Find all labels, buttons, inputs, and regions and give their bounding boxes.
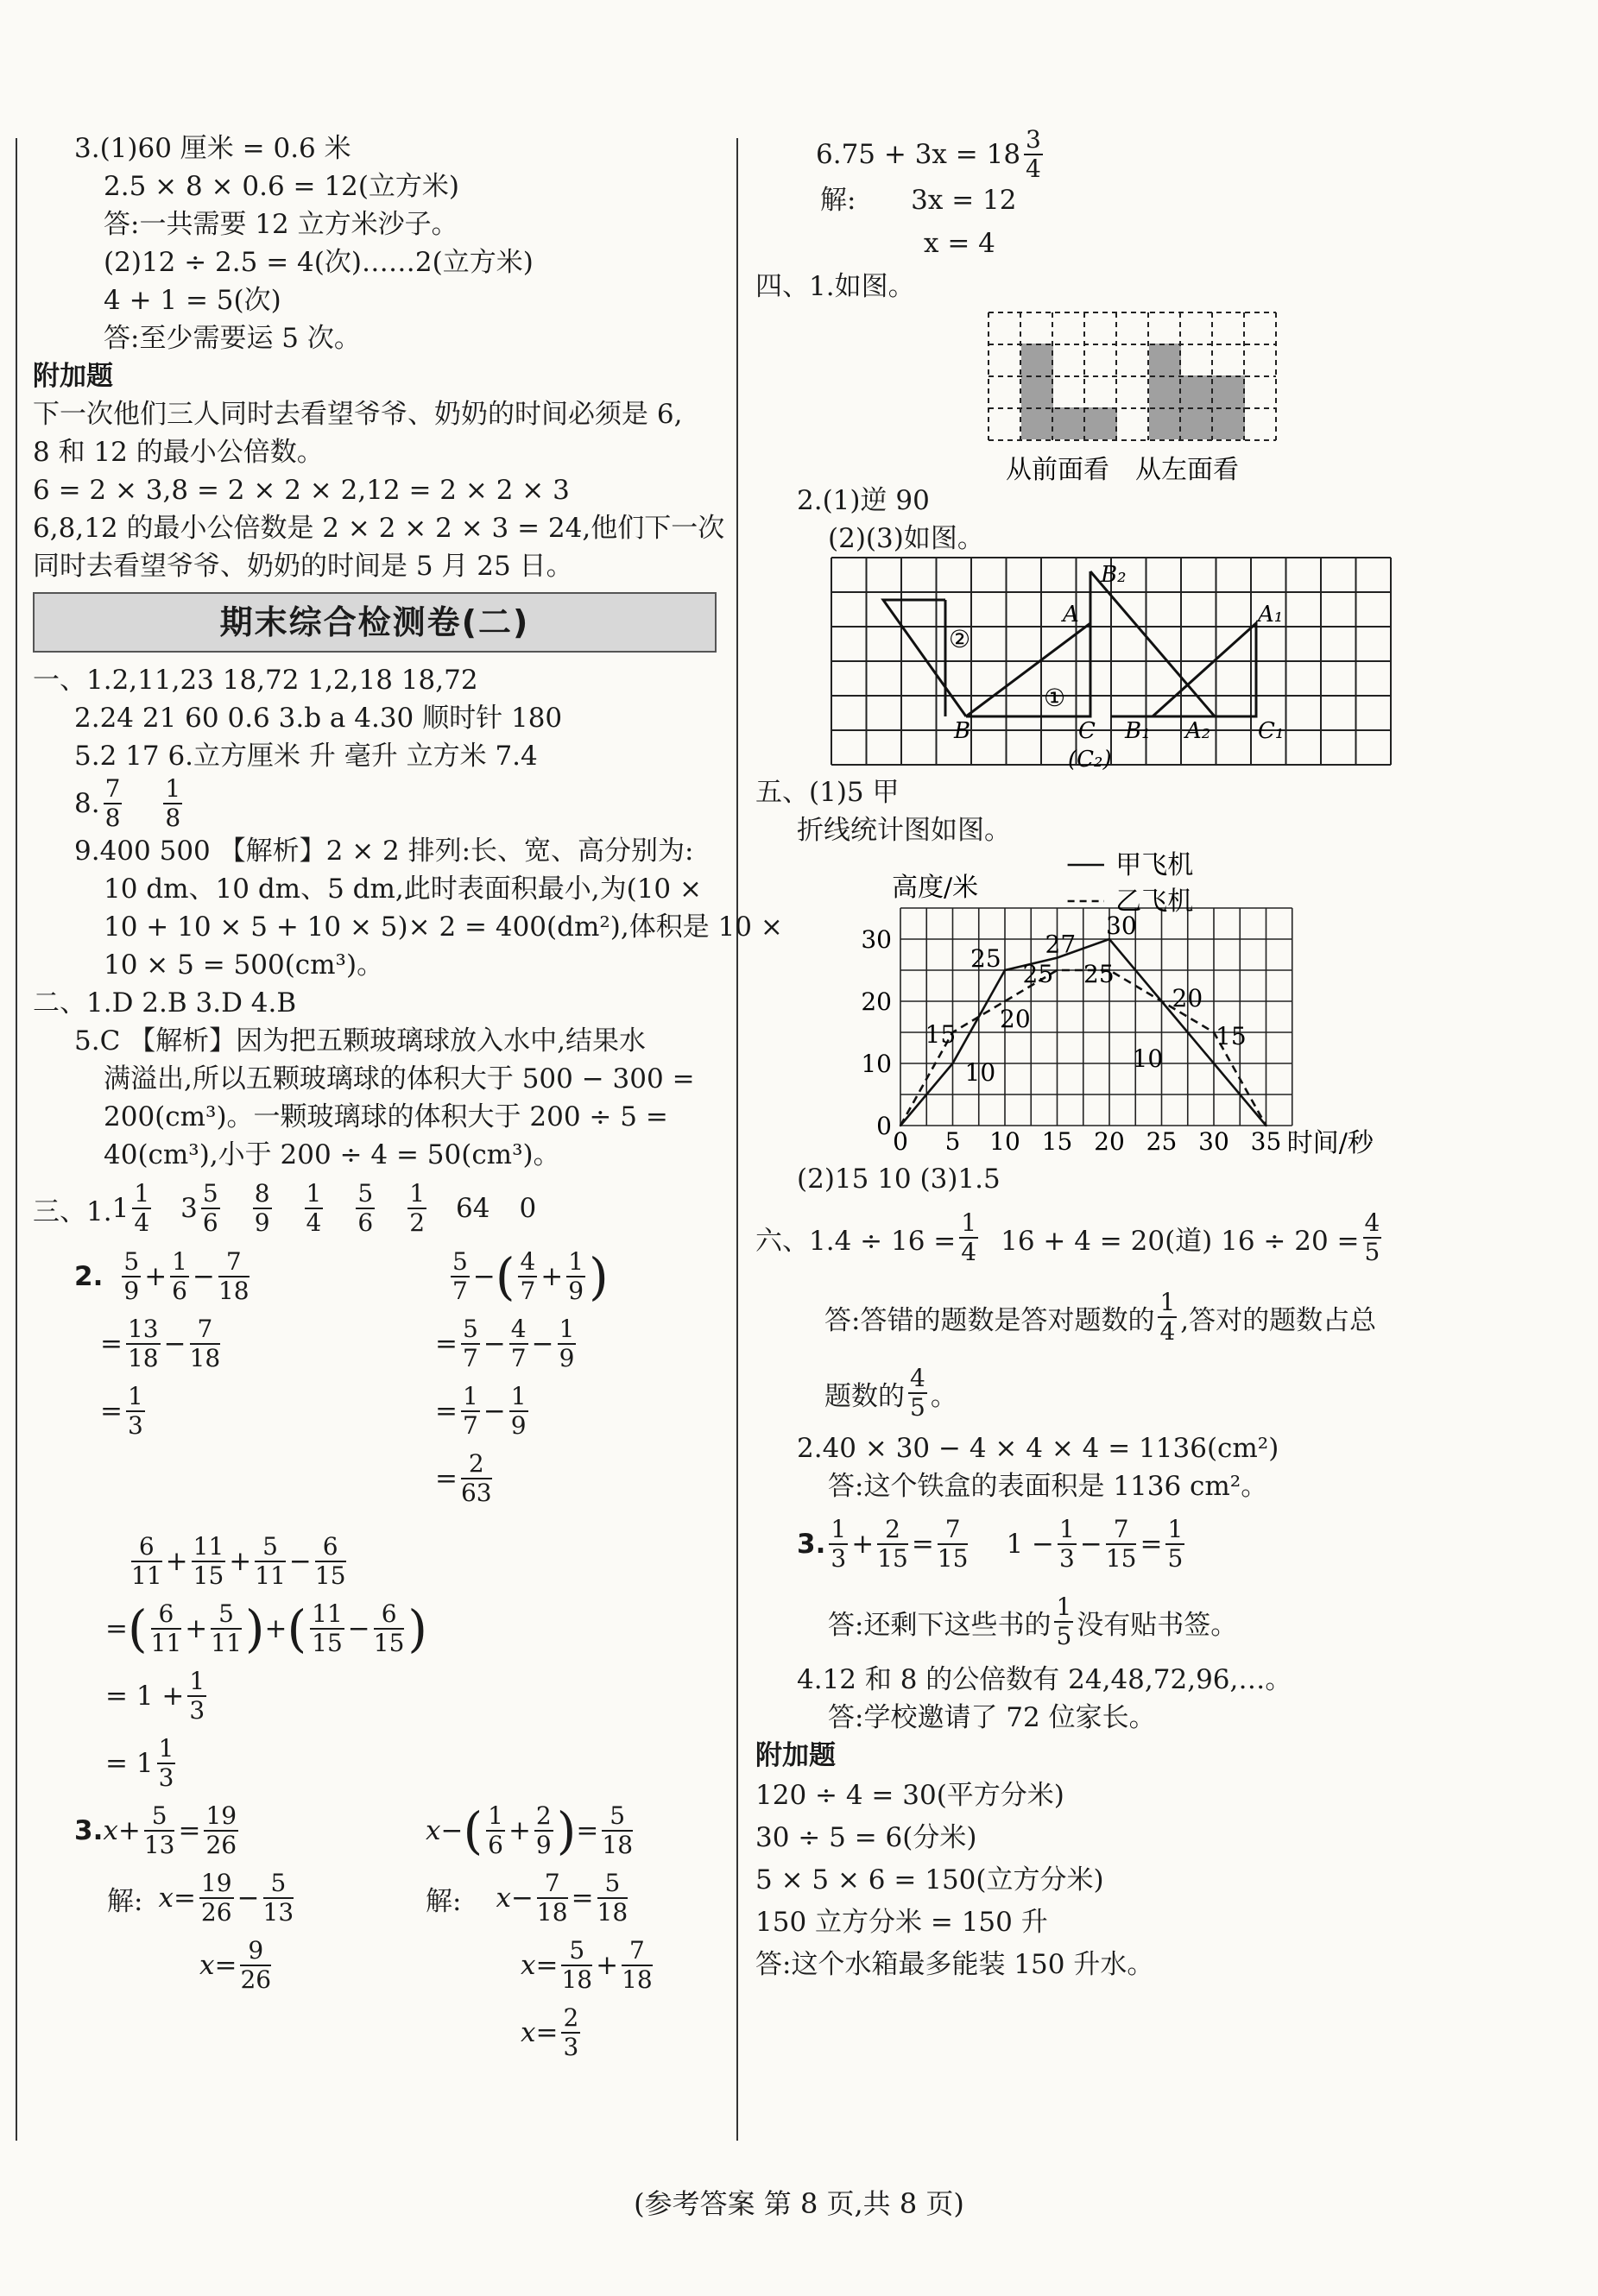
p6-q1a: 六、1.4 ÷ 16 = [755, 1225, 957, 1257]
p3-q2-label: 2. [74, 1261, 104, 1292]
q3-line5: 4 + 1 = 5(次) [104, 285, 281, 316]
p3-answers-row: 三、1. 1 $\frac{1}{4}$ 3 $\frac{5}{6}$ $\frac{8}{9}$ $\frac{1}{4}$ $\frac{5}{6}$ $\frac{1}{2}$ 64 0 [33, 1179, 537, 1237]
p6-ans1-row: 答:答错的题数是答对题数的 $\frac{1}{4}$ ,答对的题数占总 [824, 1288, 1377, 1346]
label-c: C [1078, 718, 1096, 744]
label-a2: A₂ [1185, 718, 1211, 744]
p5-line1: 五、(1)5 甲 [755, 777, 900, 808]
chart-point [1004, 1000, 1006, 1002]
p6-q4: 4.12 和 8 的公倍数有 24,48,72,96,…。 [797, 1664, 1292, 1695]
jie-label: 解: [426, 1885, 462, 1917]
p6-ans3a: 答:还剩下这些书的 [828, 1609, 1052, 1641]
chart-point [1213, 1063, 1215, 1064]
shape-1-line [966, 623, 1090, 716]
p6-q2: 2.40 × 30 − 4 × 4 × 4 = 1136(cm²) [797, 1433, 1279, 1464]
chart-data-label: 20 [1000, 1005, 1031, 1033]
label-1: ① [1044, 684, 1066, 712]
chart-xtick: 30 [1198, 1127, 1229, 1156]
chart-data-label: 15 [1216, 1022, 1247, 1050]
chart-xtick: 0 [893, 1127, 908, 1156]
chart-xtick: 25 [1146, 1127, 1178, 1156]
p6-q3-row: 3. $\frac{1}{3}$ + $\frac{2}{15}$ = $\frac{7}{15}$ 1 − $\frac{1}{3}$ − $\frac{7}{15}$ = $\frac{1}{5}$ [797, 1515, 1184, 1573]
label-2: ② [949, 625, 971, 653]
q8-fraction-1: $\frac{7}{8}$ [104, 774, 121, 832]
shape-2-line [883, 600, 966, 716]
q9-line2: 10 dm、10 dm、5 dm,此时表面积最小,为(10 × [104, 874, 702, 905]
p6-ans1c-row: 题数的 $\frac{4}{5}$ 。 [824, 1364, 957, 1422]
p5-line3: (2)15 10 (3)1.5 [797, 1164, 1001, 1195]
chart-data-label: 27 [1045, 930, 1077, 959]
chart-ytick: 0 [876, 1112, 892, 1140]
jie-label: 解: [820, 185, 856, 216]
line-chart [755, 849, 1567, 1160]
label-b2: B₂ [1101, 562, 1127, 588]
q9-line1: 9.400 500 【解析】2 × 2 排列:长、宽、高分别为: [74, 836, 694, 867]
p6-ans1c: 题数的 [824, 1380, 905, 1412]
p2-line1: 二、1.D 2.B 3.D 4.B [33, 987, 297, 1019]
eq1-row [755, 121, 1567, 188]
line-chart-svg [755, 849, 1567, 1160]
p3-q2-right: $\frac{5}{7}$ − ( $\frac{4}{7}$ + $\frac{1}{9}$ ) = $\frac{5}{7}$ − $\frac{4}{7}$ − $\frac{1}{9}$ = $\frac{1}{7}$ − $\frac{1}{9}$ = $\frac{2}{63}$ [435, 1247, 609, 1507]
chart-xtick: 5 [944, 1127, 961, 1156]
eq2-row [755, 181, 1567, 219]
chart-point [1160, 1000, 1162, 1002]
chart-data-label: 15 [925, 1020, 957, 1049]
p3-answer-0: 0 [519, 1193, 537, 1224]
p2-line2: 5.C 【解析】因为把五颗玻璃球放入水中,结果水 [74, 1025, 647, 1057]
chart-data-label: 25 [1022, 960, 1054, 988]
q9-line4: 10 × 5 = 500(cm³)。 [104, 949, 384, 981]
chart-data-label: 10 [1132, 1044, 1164, 1073]
chart-xtick: 15 [1041, 1127, 1073, 1156]
chart-point [1265, 1125, 1266, 1126]
p1-line3: 5.2 17 6.立方厘米 升 毫升 立方米 7.4 [74, 741, 538, 772]
views-svg [755, 306, 1567, 485]
chart-point [951, 1063, 953, 1064]
p6-ans2: 答:这个铁盒的表面积是 1136 cm²。 [828, 1471, 1268, 1502]
column-divider [736, 138, 738, 2141]
p3-answer: 1 [111, 1193, 129, 1224]
label-b1: B₁ [1125, 718, 1151, 744]
jie-label: 解: [107, 1885, 143, 1917]
right-column [755, 125, 1567, 1986]
p4-line3: (2)(3)如图。 [828, 523, 984, 554]
right-extra-line: 120 ÷ 4 = 30(平方分米) [755, 1780, 1064, 1811]
eq3: x = 4 [924, 228, 995, 259]
views-figure [755, 306, 1567, 485]
chart-xlabel: 时间/秒 [1286, 1128, 1374, 1158]
eq2: 3x = 12 [911, 185, 1017, 216]
section-title: 期末综合检测卷(二) [219, 603, 530, 641]
chart-xtick: 10 [989, 1127, 1020, 1156]
rotation-figure [755, 558, 1567, 773]
eq1-fraction: $\frac{3}{4}$ [1026, 125, 1041, 183]
rotation-svg [755, 558, 1567, 773]
label-c2: (C₂) [1068, 747, 1112, 773]
q8-row [33, 775, 723, 832]
chart-data-label: 25 [970, 944, 1001, 973]
p3-answer-64: 64 [456, 1193, 490, 1224]
chart-legend-label: 甲飞机 [1115, 850, 1194, 880]
p4-line1: 四、1.如图。 [755, 271, 915, 302]
q3-line3: 答:一共需要 12 立方米沙子。 [104, 209, 458, 240]
views-grid [988, 312, 1276, 440]
label-b: B [954, 718, 971, 744]
extra-line: 8 和 12 的最小公倍数。 [33, 437, 324, 468]
front-view-shape [1021, 344, 1053, 439]
chart-point [1056, 969, 1058, 971]
p1-line2: 2.24 21 60 0.6 3.b a 4.30 顺时针 180 [74, 703, 563, 734]
shape-b2-line [1090, 571, 1215, 716]
label-a: A [1063, 602, 1079, 628]
label-a1: A₁ [1258, 602, 1284, 628]
p6-ans4: 答:学校邀请了 72 位家长。 [828, 1702, 1156, 1733]
front-view-label: 从前面看 [1006, 455, 1109, 485]
p6-ans1d: 。 [930, 1380, 957, 1412]
p3-q3-label: 3. [74, 1815, 104, 1846]
p6-q3-label: 3. [797, 1529, 826, 1560]
right-extra-title: 附加题 [755, 1740, 836, 1771]
p3-q3-block [33, 1797, 723, 2082]
chart-legend-label: 乙飞机 [1115, 886, 1194, 917]
p6-q1b: 16 + 4 = 20(道) 16 ÷ 20 = [1001, 1225, 1360, 1257]
p1-line1: 一、1.2,11,23 18,72 1,2,18 18,72 [33, 665, 478, 696]
p6-ans1a: 答:答错的题数是答对题数的 [824, 1304, 1155, 1336]
p6-ans3b: 没有贴书签。 [1077, 1609, 1238, 1641]
chart-data-label: 10 [964, 1058, 996, 1087]
q3-line2: 2.5 × 8 × 0.6 = 12(立方米) [104, 171, 460, 202]
section-heading [33, 592, 717, 653]
left-view-shape [1149, 344, 1181, 439]
p3-q2-left: 2. $\frac{5}{9}$ + $\frac{1}{6}$ − $\frac{7}{18}$ = $\frac{13}{18}$ − $\frac{7}{18}$ = $\frac{1}{3}$ [74, 1247, 249, 1440]
chart-data-label: 25 [1083, 960, 1115, 988]
extra-line: 同时去看望爷爷、奶奶的时间是 5 月 25 日。 [33, 551, 573, 582]
extra-line: 下一次他们三人同时去看望爷爷、奶奶的时间必须是 6, [33, 399, 683, 430]
extra-title: 附加题 [33, 361, 113, 392]
chart-ytick: 30 [861, 925, 892, 954]
chart-point [1004, 969, 1006, 971]
p3-q2-block [33, 1243, 723, 1528]
chart-point [900, 1125, 901, 1126]
eq1: 6.75 + 3x = 18 [816, 139, 1021, 170]
chart-ytick: 10 [861, 1050, 892, 1078]
right-extra-line: 150 立方分米 = 150 升 [755, 1907, 1048, 1938]
q3-line1: 3.(1)60 厘米 = 0.6 米 [74, 133, 351, 164]
left-view-label: 从左面看 [1135, 455, 1239, 485]
label-c1: C₁ [1258, 718, 1285, 744]
chart-xtick: 20 [1094, 1127, 1125, 1156]
right-extra-line: 5 × 5 × 6 = 150(立方分米) [755, 1864, 1104, 1895]
p3-q3-left: 3. x + $\frac{5}{13}$ = $\frac{19}{26}$ 解: x = $\frac{19}{26}$ − $\frac{5}{13}$ x = $\frac{9}{26}$ [74, 1801, 294, 1994]
chart-ylabel: 高度/米 [892, 873, 979, 903]
p3-label: 三、1. [33, 1195, 112, 1227]
page-footer: (参考答案 第 8 页,共 8 页) [634, 2187, 964, 2220]
p2-line4: 200(cm³)。一颗玻璃球的体积大于 200 ÷ 5 = [104, 1101, 668, 1132]
extra-line: 6,8,12 的最小公倍数是 2 × 2 × 2 × 3 = 24,他们下一次 [33, 513, 725, 544]
chart-data-label: 30 [1106, 911, 1137, 940]
left-margin-rule [16, 138, 17, 2141]
chart-point [1213, 1031, 1215, 1033]
p6-q1-row: 六、1.4 ÷ 16 = $\frac{1}{4}$ 16 + 4 = 20(道) 16 ÷ 20 = $\frac{4}{5}$ [755, 1208, 1380, 1266]
q9-line3: 10 + 10 × 5 + 10 × 5)× 2 = 400(dm²),体积是 10 × [104, 911, 783, 943]
left-column [33, 129, 783, 2082]
chart-xtick: 35 [1250, 1127, 1282, 1156]
chart-ytick: 20 [861, 987, 892, 1016]
p2-line3: 满溢出,所以五颗玻璃球的体积大于 500 − 300 = [104, 1063, 695, 1094]
q8-fraction-2: $\frac{1}{8}$ [165, 774, 181, 832]
p5-line2: 折线统计图如图。 [797, 815, 1011, 846]
p6-ans1b: ,答对的题数占总 [1180, 1304, 1377, 1336]
p6-ans3-row: 答:还剩下这些书的 $\frac{1}{5}$ 没有贴书签。 [828, 1593, 1238, 1650]
q3-line6: 答:至少需要运 5 次。 [104, 323, 361, 354]
extra-line: 6 = 2 × 3,8 = 2 × 2 × 2,12 = 2 × 2 × 3 [33, 475, 570, 506]
right-extra-line: 30 ÷ 5 = 6(分米) [755, 1822, 977, 1853]
q8-label: 8. [74, 788, 100, 819]
q3-line4: (2)12 ÷ 2.5 = 4(次)……2(立方米) [104, 247, 534, 278]
p2-line5: 40(cm³),小于 200 ÷ 4 = 50(cm³)。 [104, 1139, 560, 1170]
p3-q2-third: $\frac{6}{11}$ + $\frac{11}{15}$ + $\frac{5}{11}$ − $\frac{6}{15}$ = ( $\frac{6}{11}$ + $\frac{5}{11}$ ) + ( $\frac{11}{15}$ − $\frac{6}{15}$ ) = 1 + $\frac{1}{3}$ = 1 $\frac{1}{3}$ [105, 1532, 428, 1792]
chart-data-label: 20 [1172, 984, 1203, 1012]
right-extra-line: 答:这个水箱最多能装 150 升水。 [755, 1949, 1154, 1980]
p4-line2: 2.(1)逆 90 [797, 485, 930, 516]
p3-q3-right: x − ( $\frac{1}{6}$ + $\frac{2}{9}$ ) = $\frac{5}{18}$ 解: x − $\frac{7}{18}$ = $\frac{5}{18}$ x = $\frac{5}{18}$ + $\frac{7}{18}$ x = $\frac{2}{3}$ [426, 1801, 653, 2061]
